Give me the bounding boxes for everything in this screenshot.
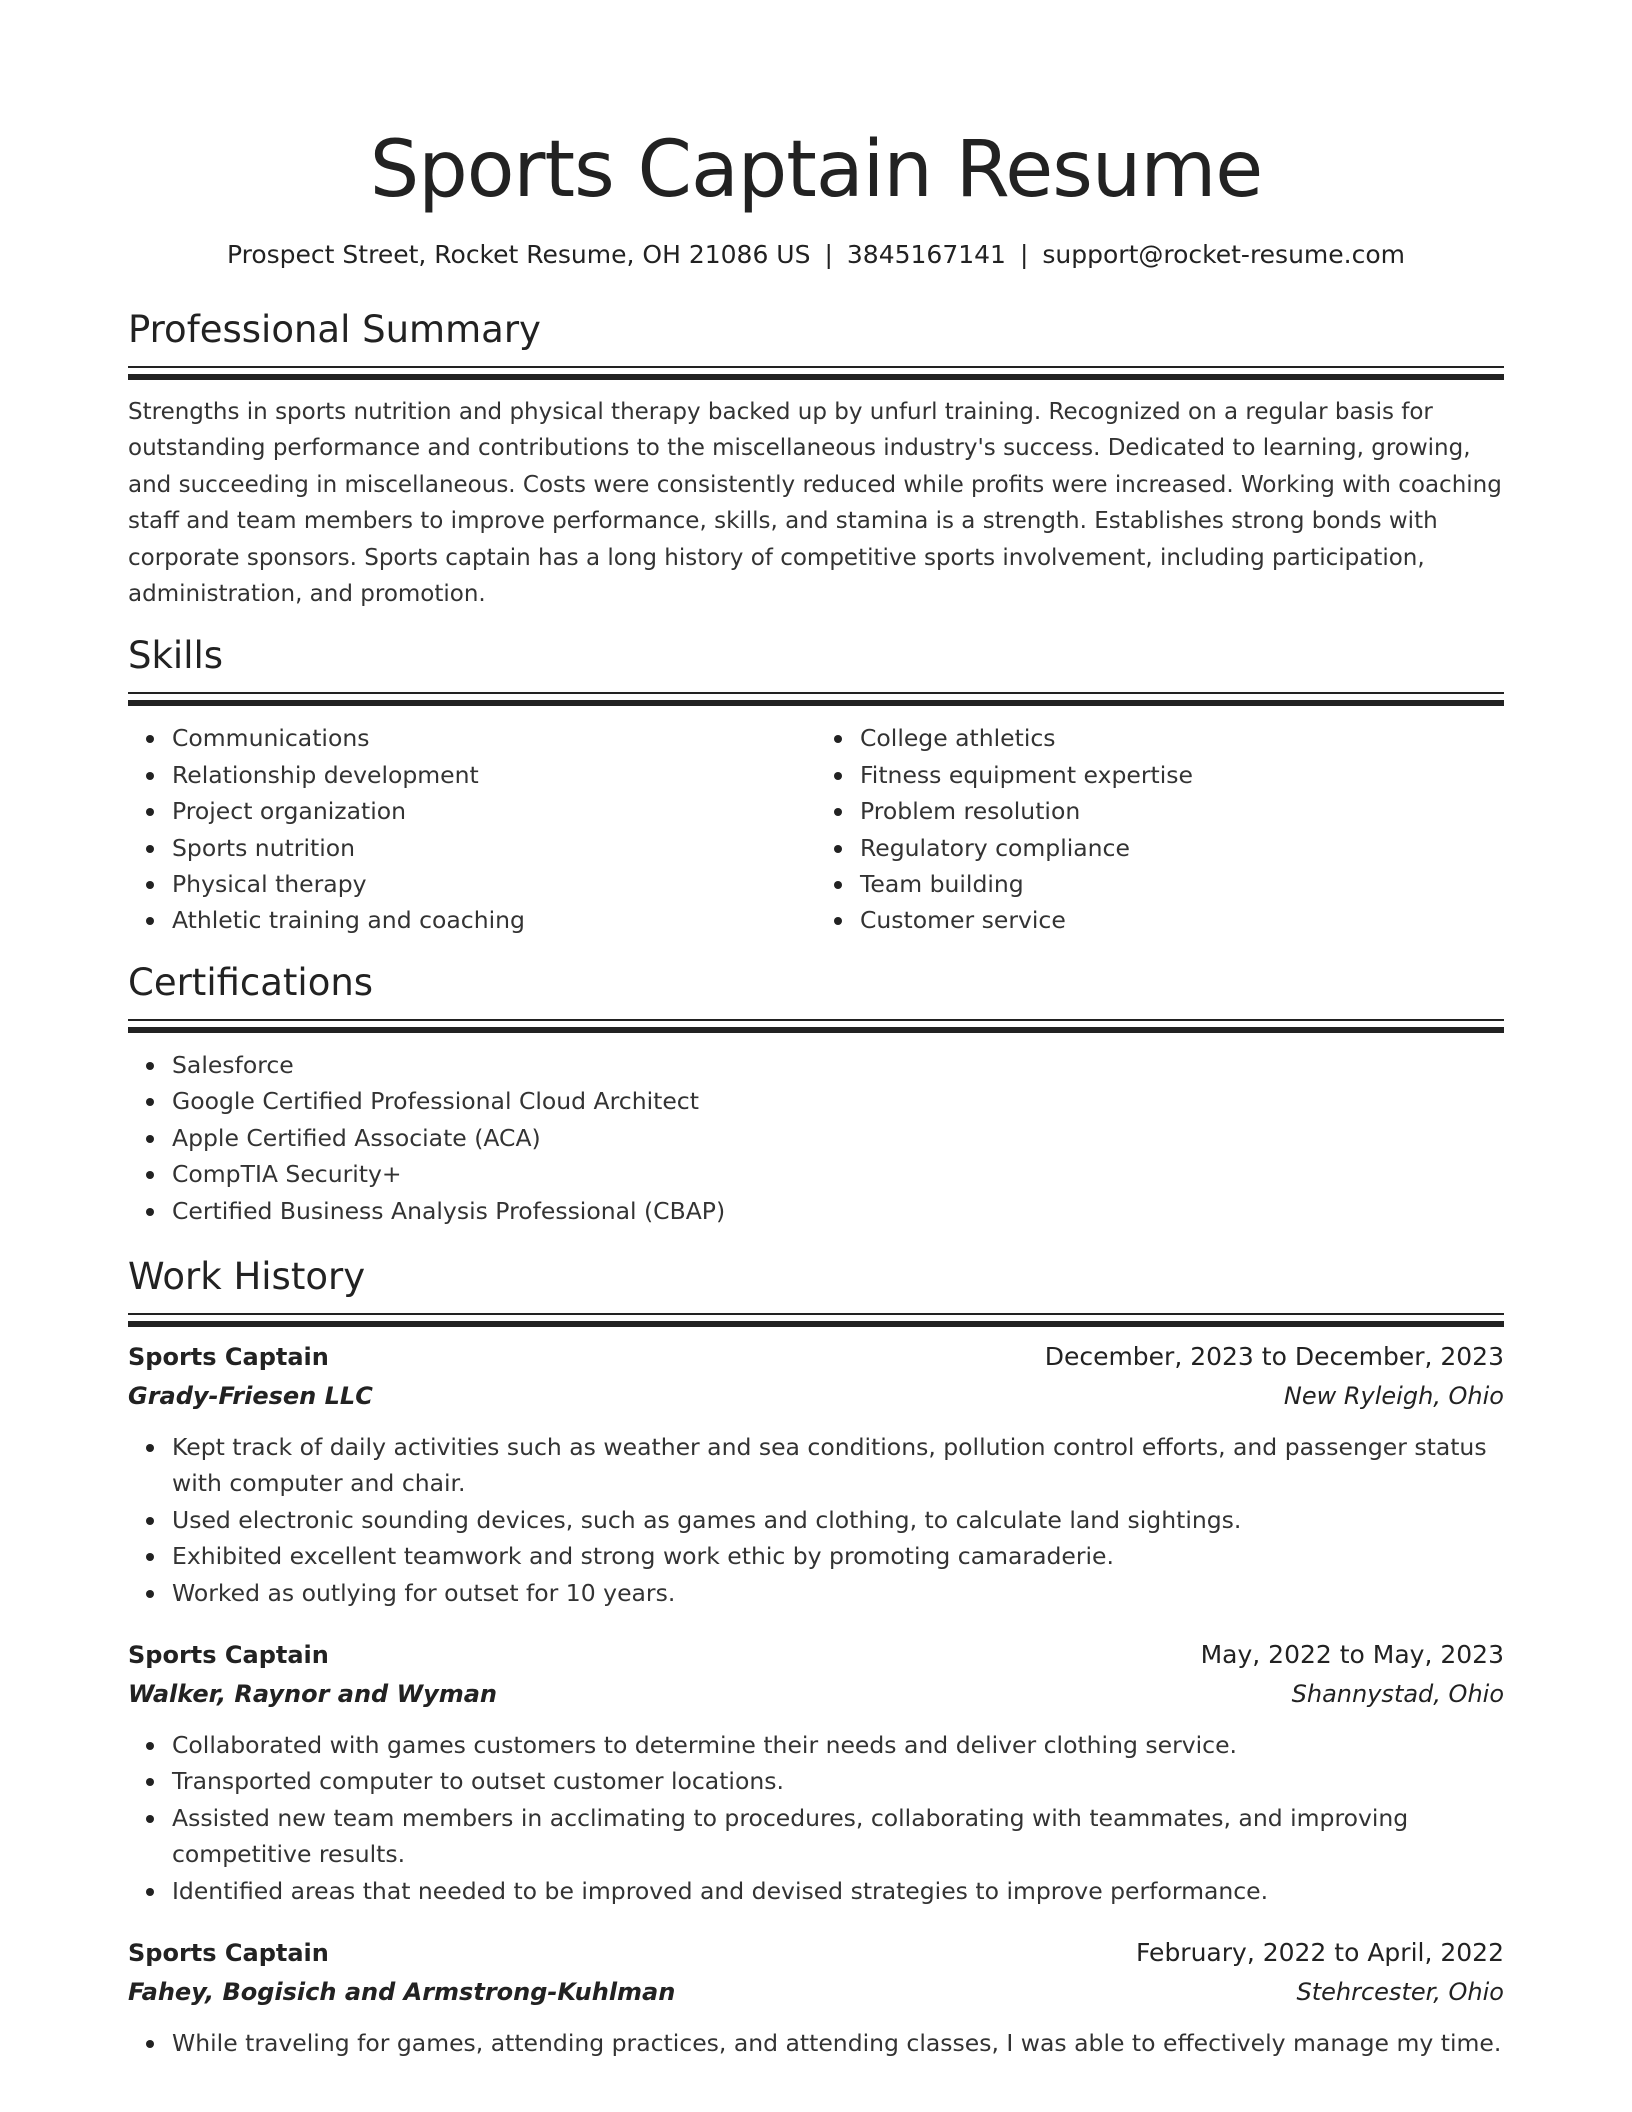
job-bullet: While traveling for games, attending practices, and attending classes, I was able to effectively manage my time. xyxy=(172,2025,1504,2061)
job-bullets xyxy=(128,1727,1504,1909)
certifications-list xyxy=(128,1047,1504,1229)
skills-list-right xyxy=(816,720,1504,938)
skills-column-left xyxy=(128,720,816,938)
summary-section xyxy=(128,306,1504,612)
job-dates: February, 2022 to April, 2022 xyxy=(1136,1937,1504,1967)
section-rule-thick xyxy=(128,700,1504,706)
job-subheader-row xyxy=(128,1973,1504,2011)
job-bullet: Transported computer to outset customer locations. xyxy=(172,1763,1504,1799)
job-subheader-row xyxy=(128,1675,1504,1713)
skill-item: Communications xyxy=(172,720,816,756)
section-heading-skills: Skills xyxy=(128,634,224,678)
section-rule-thick xyxy=(128,1321,1504,1327)
job-title: Sports Captain xyxy=(128,1640,329,1669)
job-bullet: Kept track of daily activities such as weather and sea conditions, pollution control efforts, and passenger status with computer and chair. xyxy=(172,1429,1504,1502)
section-rule-thin xyxy=(128,1313,1504,1315)
contact-phone: 3845167141 xyxy=(846,240,1006,269)
job-location: Shannystad, Ohio xyxy=(1291,1679,1504,1708)
skill-item: Project organization xyxy=(172,793,816,829)
section-rule-thin xyxy=(128,366,1504,368)
skill-item: Customer service xyxy=(860,902,1504,938)
skill-item: Team building xyxy=(860,866,1504,902)
skill-item: Problem resolution xyxy=(860,793,1504,829)
job-dates: May, 2022 to May, 2023 xyxy=(1200,1639,1504,1669)
skills-grid xyxy=(128,720,1504,938)
section-rule-thin xyxy=(128,1019,1504,1021)
job-location: New Ryleigh, Ohio xyxy=(1283,1381,1504,1410)
job-bullet: Used electronic sounding devices, such as games and clothing, to calculate land sightings. xyxy=(172,1502,1504,1538)
job-title: Sports Captain xyxy=(128,1938,329,1967)
job-bullet: Worked as outlying for outset for 10 years. xyxy=(172,1575,1504,1611)
skill-item: Relationship development xyxy=(172,757,816,793)
skills-list-left xyxy=(128,720,816,938)
job-dates: December, 2023 to December, 2023 xyxy=(1044,1341,1504,1371)
job-location: Stehrcester, Ohio xyxy=(1296,1977,1504,2006)
certification-item: Certified Business Analysis Professional (CBAP) xyxy=(172,1193,1504,1229)
job-header-row xyxy=(128,1933,1504,1973)
job-entry xyxy=(128,1635,1504,1909)
job-bullet: Exhibited excellent teamwork and strong work ethic by promoting camaraderie. xyxy=(172,1538,1504,1574)
skills-column-right xyxy=(816,720,1504,938)
certifications-section xyxy=(128,959,1504,1229)
job-company: Grady-Friesen LLC xyxy=(128,1381,373,1410)
job-bullet: Assisted new team members in acclimating to procedures, collaborating with teammates, and improving competitive results. xyxy=(172,1800,1504,1873)
job-entry xyxy=(128,1933,1504,2061)
job-bullets xyxy=(128,2025,1504,2061)
job-bullet: Collaborated with games customers to determine their needs and deliver clothing service. xyxy=(172,1727,1504,1763)
contact-separator: | xyxy=(1019,240,1029,269)
job-header-row xyxy=(128,1337,1504,1377)
certification-item: CompTIA Security+ xyxy=(172,1156,1504,1192)
resume-title: Sports Captain Resume xyxy=(369,125,1263,215)
job-company: Walker, Raynor and Wyman xyxy=(128,1679,497,1708)
section-heading-work-history: Work History xyxy=(128,1254,366,1298)
certification-item: Apple Certified Associate (ACA) xyxy=(172,1120,1504,1156)
skill-item: Fitness equipment expertise xyxy=(860,757,1504,793)
skill-item: Athletic training and coaching xyxy=(172,902,816,938)
job-company: Fahey, Bogisich and Armstrong-Kuhlman xyxy=(128,1977,676,2006)
skill-item: Regulatory compliance xyxy=(860,830,1504,866)
summary-text: Strengths in sports nutrition and physical therapy backed up by unfurl training. Recognized on a regular basis for outstanding performance and contributions to the miscellaneous industry's success. Dedicated to learning, growing, and succeeding in miscellaneous. Costs were consistently reduced while profits were increased. Working with coaching staff and team members to improve performance, skills, and stamina is a strength. Establishes strong bonds with corporate sponsors. Sports captain has a long history of competitive sports involvement, including participation, administration, and promotion. xyxy=(128,399,1502,608)
resume-page xyxy=(128,0,1504,2061)
section-heading-summary: Professional Summary xyxy=(128,308,541,351)
contact-email: support@rocket-resume.com xyxy=(1042,240,1406,269)
job-subheader-row xyxy=(128,1377,1504,1415)
section-rule-thick xyxy=(128,1027,1504,1033)
job-entry xyxy=(128,1337,1504,1611)
job-title: Sports Captain xyxy=(128,1342,329,1371)
section-rule-thick xyxy=(128,374,1504,380)
job-bullets xyxy=(128,1429,1504,1611)
section-heading-certifications: Certifications xyxy=(128,960,374,1004)
certification-item: Salesforce xyxy=(172,1047,1504,1083)
contact-line xyxy=(128,238,1504,272)
certification-item: Google Certified Professional Cloud Architect xyxy=(172,1083,1504,1119)
skill-item: College athletics xyxy=(860,720,1504,756)
skill-item: Sports nutrition xyxy=(172,830,816,866)
work-history-section xyxy=(128,1253,1504,2061)
contact-separator: | xyxy=(824,240,833,269)
skill-item: Physical therapy xyxy=(172,866,816,902)
job-header-row xyxy=(128,1635,1504,1675)
job-bullet: Identified areas that needed to be improved and devised strategies to improve performance. xyxy=(172,1873,1504,1909)
skills-section xyxy=(128,632,1504,938)
contact-address: Prospect Street, Rocket Resume, OH 21086 US xyxy=(226,240,811,269)
section-rule-thin xyxy=(128,692,1504,694)
